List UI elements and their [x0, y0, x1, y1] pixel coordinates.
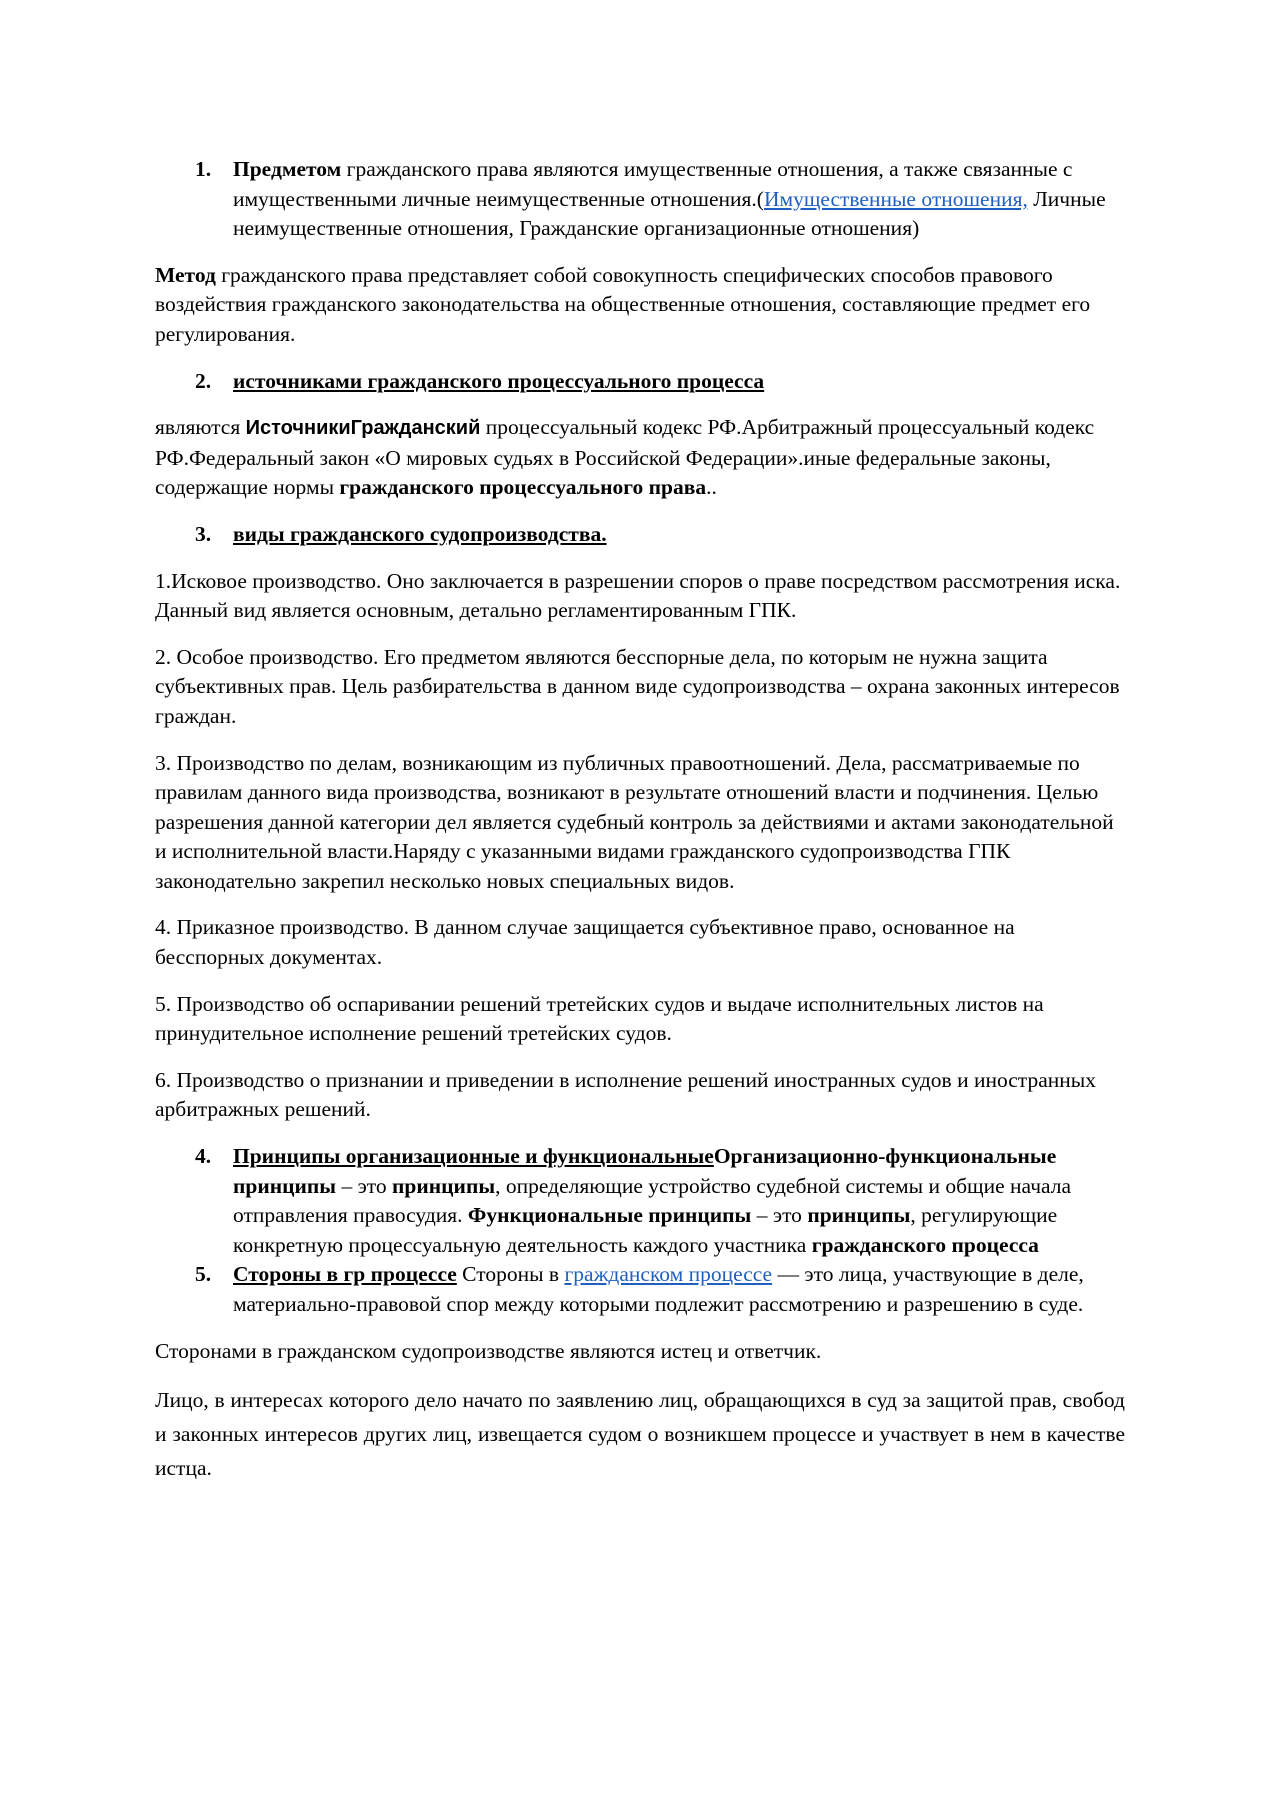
parties-text-2: — это лица, участвующие в деле, материально-правовой спор между которыми подлежит рассмотрению и разрешению в суде. — [233, 1262, 1084, 1316]
list-item-principles — [155, 1142, 1125, 1260]
plaintiff-paragraph: Лицо, в интересах которого дело начато по заявлению лиц, обращающихся в суд за защитой прав, свобод и законных интересов других лиц, извещается судом о возникшем процессе и участвует в нем в качестве истца. — [155, 1388, 1125, 1481]
list-item-subject — [155, 155, 1125, 244]
civil-process-link[interactable]: гражданском процессе — [564, 1262, 773, 1287]
principles-term-5: гражданского процесса — [811, 1232, 1039, 1257]
term-subject: Предметом — [233, 157, 342, 181]
sources-paragraph — [155, 413, 1125, 503]
method-paragraph — [155, 261, 1125, 350]
principles-text-1: – это — [336, 1173, 393, 1198]
list-item-sources — [155, 367, 1125, 397]
sources-prefix: являются — [155, 415, 246, 440]
kinds-heading: виды гражданского судопроизводства. — [233, 521, 607, 546]
principles-term-1: Организационно-функциональные принципы — [233, 1144, 1057, 1198]
subject-text: гражданского права являются имущественные отношения, а также связанные с имущественными личные неимущественные отношения.( — [233, 157, 1073, 211]
kind-paragraph-4: 4. Приказное производство. В данном случае защищается субъективное право, основанное на бесспорных документах. — [155, 915, 1015, 970]
principles-term-2: принципы — [392, 1173, 496, 1198]
sources-bold: ИсточникиГражданский — [245, 417, 481, 440]
kind-paragraph-2: 2. Особое производство. Его предметом являются бесспорные дела, по которым не нужна защита субъективных прав. Цель разбирательства в данном виде судопроизводства – охрана законных интересов граждан. — [155, 644, 1120, 728]
kind-paragraph-6: 6. Производство о признании и приведении в исполнение решений иностранных судов и иностранных арбитражных решений. — [155, 1067, 1096, 1122]
principles-term-4: принципы — [807, 1203, 911, 1228]
sources-text: процессуальный кодекс РФ.Арбитражный процессуальный кодекс РФ.Федеральный закон «О мировых судьях в Российской Федерации».иные федеральные законы, содержащие нормы — [155, 415, 1095, 500]
list-item-parties — [155, 1260, 1125, 1319]
sources-heading: источниками гражданского процессуального процесса — [233, 368, 765, 393]
list-number: 1. — [195, 157, 212, 181]
sources-term: гражданского процессуального права — [339, 475, 707, 500]
list-number: 2. — [195, 368, 212, 393]
subject-tail: Личные неимущественные отношения, Гражданские организационные отношения) — [233, 186, 1106, 241]
principles-text-4: , регулирующие конкретную процессуальную деятельность каждого участника — [233, 1203, 1058, 1257]
property-relations-link[interactable]: Имущественные отношения, — [763, 186, 1028, 211]
document-body — [155, 155, 1125, 1502]
principles-text-3: – это — [751, 1203, 808, 1228]
parties-text-1: Стороны в — [456, 1262, 565, 1287]
list-item-kinds — [155, 520, 1125, 550]
list-number: 5. — [195, 1262, 212, 1287]
kind-paragraph-3: 3. Производство по делам, возникающим из публичных правоотношений. Дела, рассматриваемые по правилам данного вида производства, возникают в результате отношений власти и подчинения. Целью разрешения данной категории дел является судебный контроль за действиями и актами законодательной и исполнительной власти.Наряду с указанными видами гражданского судопроизводства ГПК законодательно закрепил несколько новых специальных видов. — [155, 750, 1114, 893]
list-number: 3. — [195, 521, 212, 546]
principles-heading: Принципы организационные и функциональные — [233, 1144, 714, 1169]
principles-term-3: Функциональные принципы — [467, 1203, 752, 1228]
parties-heading: Стороны в гр процессе — [233, 1262, 457, 1287]
parties-paragraph: Сторонами в гражданском судопроизводстве являются истец и ответчик. — [155, 1338, 822, 1363]
list-number: 4. — [195, 1144, 212, 1169]
sources-tail: .. — [706, 475, 717, 500]
method-text: гражданского права представляет собой совокупность специфических способов правового воздействия гражданского законодательства на общественные отношения, составляющие предмет его регулирования. — [155, 262, 1091, 346]
term-method: Метод — [155, 262, 216, 287]
kind-paragraph-5: 5. Производство об оспаривании решений третейских судов и выдаче исполнительных листов на принудительное исполнение решений третейских судов. — [155, 991, 1044, 1046]
principles-text-2: , определяющие устройство судебной системы и общие начала отправления правосудия. — [233, 1173, 1072, 1228]
kind-paragraph-1: 1.Исковое производство. Оно заключается в разрешении споров о праве посредством рассмотрения иска. Данный вид является основным, детально регламентированным ГПК. — [155, 568, 1121, 623]
